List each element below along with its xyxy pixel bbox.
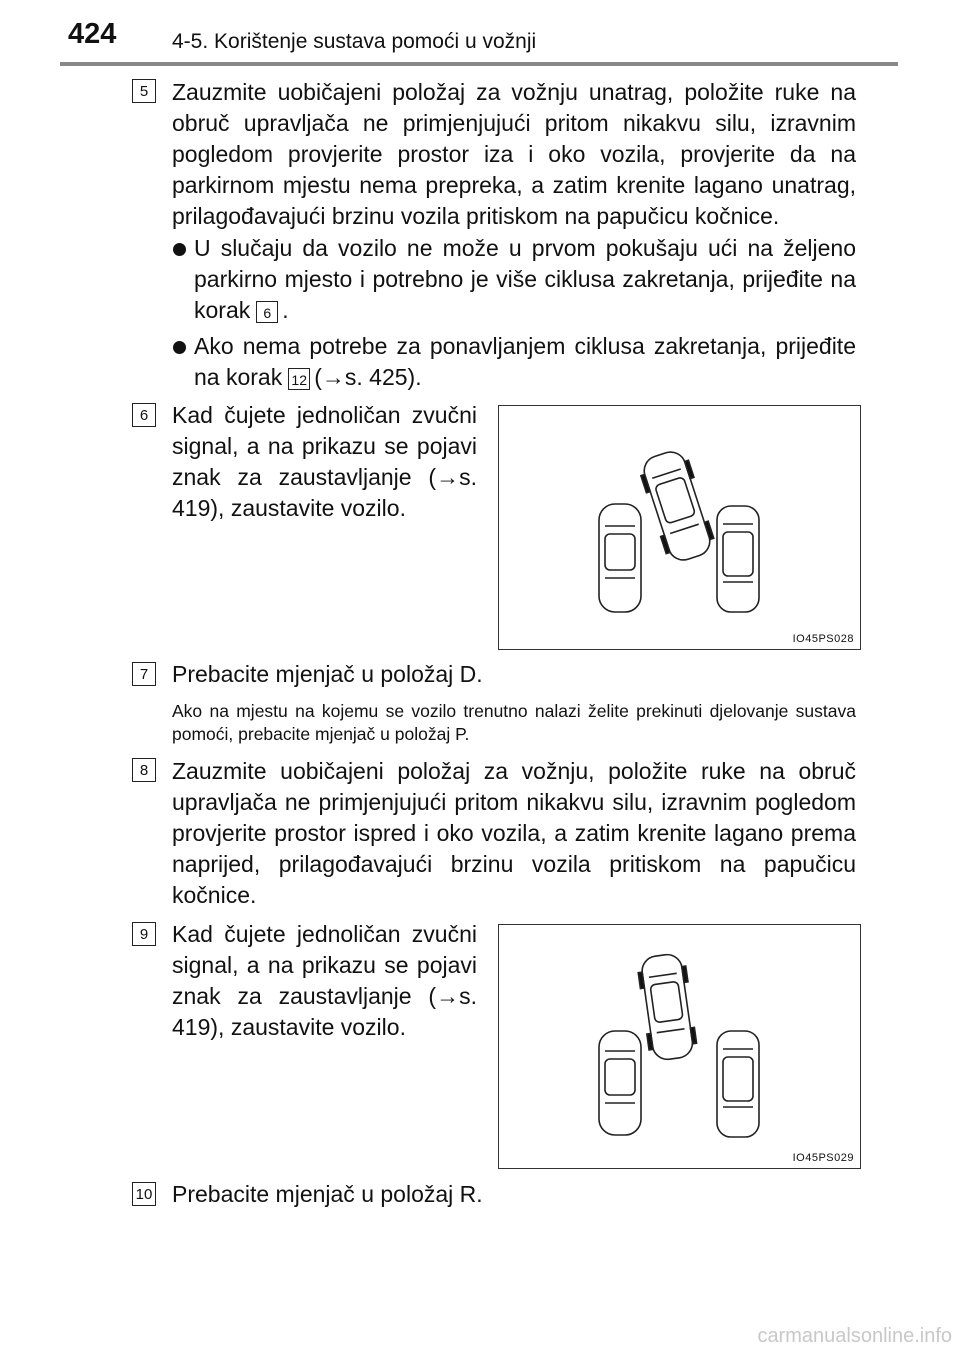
step-ref-6[interactable]: 6 bbox=[256, 301, 278, 323]
watermark: carmanualsonline.info bbox=[757, 1325, 952, 1347]
bullet-2-end: (→s. 425). bbox=[314, 364, 422, 390]
bullet-2 bbox=[194, 331, 856, 393]
step-number-7: 7 bbox=[132, 662, 156, 686]
step-8-text: Zauzmite uobičajeni položaj za vožnju, položite ruke na obruč upravljača ne primjenjujući pritom nikakvu silu, izravnim pogledom provjerite prostor ispred i oko vozila, a zatim krenite lagano prema naprijed, prilagođavajući brzinu vozila pritiskom na papučicu kočnice. bbox=[172, 758, 856, 908]
bullet-dot-2 bbox=[173, 341, 186, 354]
header-rule bbox=[60, 62, 898, 66]
page-header bbox=[0, 0, 960, 60]
parking-diagram-1 bbox=[499, 406, 859, 648]
step-number-5: 5 bbox=[132, 79, 156, 103]
section-title: 4-5. Korištenje sustava pomoći u vožnji bbox=[172, 30, 537, 53]
parking-figure-2 bbox=[498, 924, 861, 1169]
page-number: 424 bbox=[68, 18, 117, 50]
step-7-text: Prebacite mjenjač u položaj D. bbox=[172, 661, 483, 687]
step-9-text: Kad čujete jednoličan zvučni signal, a na prikazu se pojavi znak za zaustavljanje (→s. 419), zaustavite vozilo. bbox=[172, 921, 477, 1040]
step-7-note: Ako na mjestu na kojemu se vozilo trenutno nalazi želite prekinuti djelovanje sustava pomoći, prebacite mjenjač u položaj P. bbox=[172, 701, 856, 744]
bullet-dot-1 bbox=[173, 243, 186, 256]
bullet-1 bbox=[194, 233, 856, 326]
step-10-text: Prebacite mjenjač u položaj R. bbox=[172, 1181, 483, 1207]
step-number-10: 10 bbox=[132, 1182, 156, 1206]
parking-diagram-2 bbox=[499, 925, 859, 1167]
step-ref-12[interactable]: 12 bbox=[288, 368, 310, 390]
parking-figure-1 bbox=[498, 405, 861, 650]
step-number-9: 9 bbox=[132, 922, 156, 946]
bullet-1-end: . bbox=[282, 297, 289, 323]
step-6-text: Kad čujete jednoličan zvučni signal, a na prikazu se pojavi znak za zaustavljanje (→s. 419), zaustavite vozilo. bbox=[172, 402, 477, 521]
figure-id-2: IO45PS029 bbox=[792, 1152, 854, 1164]
step-5-text: Zauzmite uobičajeni položaj za vožnju unatrag, položite ruke na obruč upravljača ne primjenjujući pritom nikakvu silu, izravnim pogledom provjerite prostor iza i oko vozila, provjerite da na parkirnom mjestu nema prepreka, a zatim krenite lagano unatrag, prilagođavajući brzinu vozila pritiskom na papučicu kočnice. bbox=[172, 79, 856, 229]
figure-id-1: IO45PS028 bbox=[792, 633, 854, 645]
step-number-6: 6 bbox=[132, 403, 156, 427]
step-number-8: 8 bbox=[132, 758, 156, 782]
bullet-1-text: U slučaju da vozilo ne može u prvom pokušaju ući na željeno parkirno mjesto i potrebno je više ciklusa zakretanja, prijeđite na korak bbox=[194, 235, 856, 323]
bullet-2-text: Ako nema potrebe za ponavljanjem ciklusa zakretanja, prijeđite na korak bbox=[194, 333, 856, 390]
